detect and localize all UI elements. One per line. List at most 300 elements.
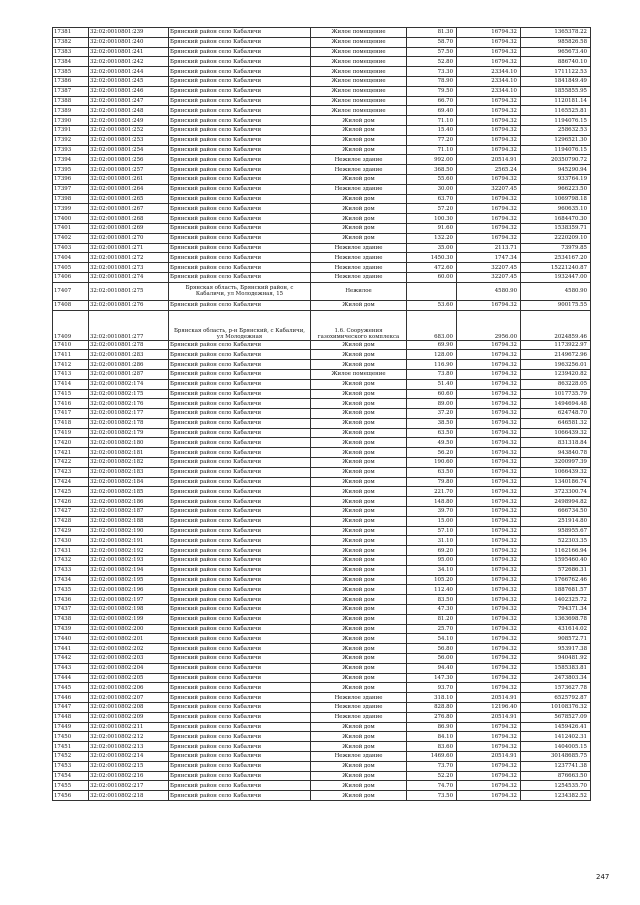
cadastral-number-cell: 32:02:0010801:257 [89, 165, 169, 175]
object-type-cell: Жилое помещение [311, 37, 407, 47]
cadastral-value-cell: 1494694.48 [521, 399, 591, 409]
cadastral-value-cell: 2149672.96 [521, 350, 591, 360]
table-row [53, 663, 591, 673]
object-type-cell: Жилой дом [311, 546, 407, 556]
address-cell: Брянский район село Кабаличи [169, 781, 311, 791]
address-cell: Брянский район село Кабаличи [169, 28, 311, 38]
cadastral-value-cell: 624748.70 [521, 409, 591, 419]
cadastral-number-cell: 32:02:0010801:277 [89, 310, 169, 340]
area-cell: 73.50 [407, 791, 457, 801]
cadastral-number-cell: 32:02:0010801:253 [89, 135, 169, 145]
address-cell: Брянский район село Кабаличи [169, 732, 311, 742]
object-type-cell: Жилое помещение [311, 57, 407, 67]
row-number-cell: 17453 [53, 761, 89, 771]
specific-value-cell: 16794.32 [457, 575, 521, 585]
address-cell: Брянский район село Кабаличи [169, 428, 311, 438]
cadastral-value-cell: 1932447.00 [521, 272, 591, 282]
cadastral-value-cell: 1459426.41 [521, 722, 591, 732]
row-number-cell: 17441 [53, 644, 89, 654]
area-cell: 1450.30 [407, 253, 457, 263]
cadastral-value-cell: 1402325.72 [521, 595, 591, 605]
cadastral-number-cell: 32:02:0010801:275 [89, 282, 169, 300]
table-row [53, 233, 591, 243]
address-cell: Брянский район село Кабаличи [169, 214, 311, 224]
cadastral-number-cell: 32:02:0010802:212 [89, 732, 169, 742]
row-number-cell: 17387 [53, 86, 89, 96]
cadastral-number-cell: 32:02:0010801:286 [89, 360, 169, 370]
cadastral-number-cell: 32:02:0010801:270 [89, 233, 169, 243]
specific-value-cell: 16794.32 [457, 663, 521, 673]
area-cell: 57.20 [407, 204, 457, 214]
specific-value-cell: 20514.91 [457, 693, 521, 703]
cadastral-number-cell: 32:02:0010802:208 [89, 703, 169, 713]
cadastral-value-cell: 1194076.15 [521, 145, 591, 155]
specific-value-cell: 16794.32 [457, 194, 521, 204]
cadastral-value-cell: 1296521.30 [521, 135, 591, 145]
address-cell: Брянский район село Кабаличи [169, 389, 311, 399]
table-row [53, 624, 591, 634]
specific-value-cell: 16794.32 [457, 536, 521, 546]
area-cell: 34.10 [407, 565, 457, 575]
table-row [53, 47, 591, 57]
row-number-cell: 17412 [53, 360, 89, 370]
area-cell [407, 282, 457, 300]
cadastral-value-cell: 6525792.87 [521, 693, 591, 703]
cadastral-value-table [52, 27, 591, 801]
object-type-cell: Жилой дом [311, 438, 407, 448]
cadastral-value-cell: 2534167.20 [521, 253, 591, 263]
cadastral-value-cell: 966223.50 [521, 184, 591, 194]
table-row [53, 536, 591, 546]
cadastral-value-cell: 3200997.39 [521, 458, 591, 468]
area-cell: 81.20 [407, 614, 457, 624]
area-cell: 221.70 [407, 487, 457, 497]
area-cell: 15.00 [407, 516, 457, 526]
address-cell: Брянский район село Кабаличи [169, 516, 311, 526]
object-type-cell: Жилой дом [311, 516, 407, 526]
object-type-cell: Жилой дом [311, 223, 407, 233]
address-cell: Брянский район село Кабаличи [169, 467, 311, 477]
area-cell: 128.00 [407, 350, 457, 360]
specific-value-cell: 16794.32 [457, 761, 521, 771]
address-cell: Брянский район село Кабаличи [169, 487, 311, 497]
cadastral-number-cell: 32:02:0010801:244 [89, 67, 169, 77]
table-row [53, 272, 591, 282]
cadastral-value-cell: 1194076.15 [521, 116, 591, 126]
specific-value-cell: 16794.32 [457, 526, 521, 536]
object-type-cell: Жилой дом [311, 565, 407, 575]
row-number-cell: 17427 [53, 507, 89, 517]
object-type-cell: Жилой дом [311, 214, 407, 224]
address-cell: Брянский район село Кабаличи [169, 654, 311, 664]
table-row [53, 448, 591, 458]
object-type-cell: Жилой дом [311, 340, 407, 350]
cadastral-number-cell: 32:02:0010802:185 [89, 487, 169, 497]
table-row [53, 634, 591, 644]
area-cell: 105.20 [407, 575, 457, 585]
address-cell: Брянский район село Кабаличи [169, 458, 311, 468]
cadastral-value-cell: 1538359.71 [521, 223, 591, 233]
cadastral-number-cell: 32:02:0010802:209 [89, 712, 169, 722]
cadastral-number-cell: 32:02:0010801:268 [89, 214, 169, 224]
table-row [53, 125, 591, 135]
cadastral-value-cell: 1855855.95 [521, 86, 591, 96]
cadastral-number-cell: 32:02:0010802:215 [89, 761, 169, 771]
cadastral-number-cell: 32:02:0010802:216 [89, 771, 169, 781]
specific-value-cell: 20514.91 [457, 155, 521, 165]
cadastral-value-cell: 1120181.14 [521, 96, 591, 106]
specific-value-cell: 16794.32 [457, 214, 521, 224]
object-type-cell: Жилой дом [311, 526, 407, 536]
area-cell: 79.80 [407, 477, 457, 487]
area-cell: 992.00 [407, 155, 457, 165]
area-cell: 69.40 [407, 106, 457, 116]
specific-value-cell: 2565.24 [457, 165, 521, 175]
cadastral-number-cell: 32:02:0010802:201 [89, 634, 169, 644]
object-type-cell: Жилой дом [311, 125, 407, 135]
table-row [53, 184, 591, 194]
address-cell: Брянский район село Кабаличи [169, 125, 311, 135]
address-cell: Брянский район село Кабаличи [169, 360, 311, 370]
area-cell: 116.90 [407, 360, 457, 370]
row-number-cell: 17388 [53, 96, 89, 106]
specific-value-cell: 16794.32 [457, 379, 521, 389]
cadastral-number-cell: 32:02:0010802:211 [89, 722, 169, 732]
table-row [53, 693, 591, 703]
table-row [53, 300, 591, 310]
row-number-cell: 17443 [53, 663, 89, 673]
row-number-cell: 17417 [53, 409, 89, 419]
object-type-cell: Жилой дом [311, 556, 407, 566]
row-number-cell: 17415 [53, 389, 89, 399]
address-cell: Брянский район село Кабаличи [169, 243, 311, 253]
specific-value-cell: 16794.32 [457, 438, 521, 448]
object-type-cell: Жилой дом [311, 595, 407, 605]
table-row [53, 516, 591, 526]
object-type-cell: Жилой дом [311, 145, 407, 155]
address-cell: Брянский район село Кабаличи [169, 761, 311, 771]
specific-value-cell: 16794.32 [457, 556, 521, 566]
address-cell: Брянский район село Кабаличи [169, 742, 311, 752]
cadastral-number-cell: 32:02:0010802:205 [89, 673, 169, 683]
object-type-cell: Нежилое здание [311, 165, 407, 175]
address-cell: Брянский район село Кабаличи [169, 106, 311, 116]
table-row [53, 96, 591, 106]
table-row [53, 477, 591, 487]
row-number-cell: 17420 [53, 438, 89, 448]
table-row [53, 418, 591, 428]
table-row [53, 263, 591, 273]
row-number-cell: 17418 [53, 418, 89, 428]
row-number-cell: 17414 [53, 379, 89, 389]
row-number-cell: 17393 [53, 145, 89, 155]
row-number-cell: 17421 [53, 448, 89, 458]
address-cell: Брянский район село Кабаличи [169, 605, 311, 615]
cadastral-value-cell: 863228.05 [521, 379, 591, 389]
area-cell: 30.00 [407, 184, 457, 194]
table-row [53, 223, 591, 233]
object-type-cell: Жилое помещение [311, 86, 407, 96]
table-row [53, 145, 591, 155]
area-cell: 69.20 [407, 546, 457, 556]
specific-value-cell: 16794.32 [457, 605, 521, 615]
specific-value-cell: 4580.90 [457, 282, 521, 300]
cadastral-number-cell: 32:02:0010802:184 [89, 477, 169, 487]
area-cell: 55.60 [407, 174, 457, 184]
row-number-cell: 17394 [53, 155, 89, 165]
cadastral-value-cell: 30148685.75 [521, 751, 591, 761]
address-cell: Брянский район село Кабаличи [169, 634, 311, 644]
specific-value-cell: 16794.32 [457, 624, 521, 634]
specific-value-cell: 16794.32 [457, 350, 521, 360]
cadastral-number-cell: 32:02:0010802:190 [89, 526, 169, 536]
address-cell: Брянский район село Кабаличи [169, 536, 311, 546]
specific-value-cell: 16794.32 [457, 683, 521, 693]
address-cell: Брянская область, Брянский район, с Кабаличи, ул Молодежная, 15 [169, 282, 311, 300]
specific-value-cell: 23344.10 [457, 76, 521, 86]
object-type-cell: 1.6. Сооружения газохимического комплекса [311, 310, 407, 340]
row-number-cell: 17425 [53, 487, 89, 497]
object-type-cell: Жилой дом [311, 605, 407, 615]
row-number-cell: 17392 [53, 135, 89, 145]
cadastral-number-cell: 32:02:0010802:182 [89, 458, 169, 468]
table-row [53, 791, 591, 801]
area-cell: 39.70 [407, 507, 457, 517]
object-type-cell: Жилой дом [311, 116, 407, 126]
row-number-cell: 17386 [53, 76, 89, 86]
specific-value-cell: 16794.32 [457, 614, 521, 624]
cadastral-number-cell: 32:02:0010802:178 [89, 418, 169, 428]
area-cell: 47.30 [407, 605, 457, 615]
object-type-cell: Жилой дом [311, 536, 407, 546]
cadastral-value-cell: 1165525.81 [521, 106, 591, 116]
area-cell: 93.70 [407, 683, 457, 693]
address-cell: Брянский район село Кабаличи [169, 438, 311, 448]
area-cell: 52.80 [407, 57, 457, 67]
specific-value-cell: 16794.32 [457, 389, 521, 399]
address-cell: Брянский район село Кабаличи [169, 624, 311, 634]
row-number-cell: 17397 [53, 184, 89, 194]
table-row [53, 399, 591, 409]
object-type-cell: Жилой дом [311, 389, 407, 399]
address-cell: Брянский район село Кабаличи [169, 546, 311, 556]
table-row [53, 28, 591, 38]
object-type-cell: Жилое помещение [311, 47, 407, 57]
cadastral-number-cell: 32:02:0010802:180 [89, 438, 169, 448]
table-row [53, 683, 591, 693]
cadastral-value-cell: 953917.38 [521, 644, 591, 654]
address-cell: Брянский район село Кабаличи [169, 418, 311, 428]
specific-value-cell: 16794.32 [457, 37, 521, 47]
cadastral-number-cell: 32:02:0010802:196 [89, 585, 169, 595]
object-type-cell: Жилой дом [311, 634, 407, 644]
address-cell: Брянский район село Кабаличи [169, 644, 311, 654]
specific-value-cell: 16794.32 [457, 409, 521, 419]
object-type-cell: Жилое помещение [311, 67, 407, 77]
table-row [53, 458, 591, 468]
cadastral-value-cell: 876663.50 [521, 771, 591, 781]
table-row [53, 76, 591, 86]
object-type-cell: Жилой дом [311, 174, 407, 184]
row-number-cell: 17402 [53, 233, 89, 243]
cadastral-number-cell: 32:02:0010801:264 [89, 184, 169, 194]
specific-value-cell: 16794.32 [457, 742, 521, 752]
specific-value-cell: 23344.10 [457, 86, 521, 96]
cadastral-value-cell: 1684470.30 [521, 214, 591, 224]
cadastral-value-cell: 1412402.31 [521, 732, 591, 742]
area-cell: 83.50 [407, 595, 457, 605]
area-cell: 73.30 [407, 67, 457, 77]
table-row [53, 467, 591, 477]
table-row [53, 253, 591, 263]
cadastral-number-cell: 32:02:0010802:193 [89, 556, 169, 566]
area-cell: 69.90 [407, 340, 457, 350]
cadastral-number-cell: 32:02:0010802:206 [89, 683, 169, 693]
area-cell: 472.60 [407, 263, 457, 273]
row-number-cell: 17454 [53, 771, 89, 781]
cadastral-value-cell: 572686.31 [521, 565, 591, 575]
specific-value-cell: 23344.10 [457, 67, 521, 77]
address-cell: Брянский район село Кабаличи [169, 47, 311, 57]
cadastral-number-cell: 32:02:0010801:287 [89, 369, 169, 379]
row-number-cell: 17451 [53, 742, 89, 752]
table-row [53, 575, 591, 585]
object-type-cell: Жилое помещение [311, 106, 407, 116]
specific-value-cell: 2113.71 [457, 243, 521, 253]
address-cell: Брянский район село Кабаличи [169, 57, 311, 67]
object-type-cell: Жилой дом [311, 477, 407, 487]
table-row [53, 722, 591, 732]
cadastral-number-cell: 32:02:0010802:188 [89, 516, 169, 526]
row-number-cell: 17381 [53, 28, 89, 38]
specific-value-cell: 16794.32 [457, 300, 521, 310]
area-cell: 683.00 [407, 310, 457, 340]
cadastral-number-cell: 32:02:0010801:252 [89, 125, 169, 135]
row-number-cell: 17447 [53, 703, 89, 713]
address-cell: Брянский район село Кабаличи [169, 556, 311, 566]
address-cell: Брянский район село Кабаличи [169, 194, 311, 204]
address-cell: Брянский район село Кабаличи [169, 595, 311, 605]
table-row [53, 771, 591, 781]
area-cell: 71.10 [407, 116, 457, 126]
address-cell: Брянский район село Кабаличи [169, 233, 311, 243]
object-type-cell: Жилой дом [311, 663, 407, 673]
cadastral-value-cell: 900175.55 [521, 300, 591, 310]
table-row [53, 389, 591, 399]
cadastral-value-cell: 1173922.97 [521, 340, 591, 350]
specific-value-cell: 16794.32 [457, 507, 521, 517]
specific-value-cell: 16794.32 [457, 595, 521, 605]
address-cell: Брянский район село Кабаличи [169, 174, 311, 184]
table-row [53, 585, 591, 595]
object-type-cell: Жилой дом [311, 399, 407, 409]
address-cell: Брянский район село Кабаличи [169, 409, 311, 419]
area-cell: 56.20 [407, 448, 457, 458]
address-cell: Брянский район село Кабаличи [169, 253, 311, 263]
specific-value-cell: 16794.32 [457, 174, 521, 184]
specific-value-cell: 1747.34 [457, 253, 521, 263]
table-row [53, 614, 591, 624]
cadastral-value-cell: 1595460.40 [521, 556, 591, 566]
specific-value-cell: 16794.32 [457, 722, 521, 732]
table-row [53, 310, 591, 340]
table-row [53, 340, 591, 350]
specific-value-cell: 16794.32 [457, 106, 521, 116]
row-number-cell: 17413 [53, 369, 89, 379]
specific-value-cell: 16794.32 [457, 399, 521, 409]
cadastral-number-cell: 32:02:0010801:240 [89, 37, 169, 47]
row-number-cell: 17429 [53, 526, 89, 536]
address-cell: Брянский район село Кабаличи [169, 263, 311, 273]
address-cell: Брянский район село Кабаличи [169, 223, 311, 233]
table-row [53, 86, 591, 96]
cadastral-number-cell: 32:02:0010802:186 [89, 497, 169, 507]
cadastral-value-cell: 945290.94 [521, 165, 591, 175]
table-row [53, 135, 591, 145]
cadastral-value-cell: 1363698.78 [521, 614, 591, 624]
specific-value-cell: 16794.32 [457, 585, 521, 595]
row-number-cell: 17422 [53, 458, 89, 468]
address-cell: Брянский район село Кабаличи [169, 37, 311, 47]
object-type-cell: Жилой дом [311, 614, 407, 624]
specific-value-cell: 16794.32 [457, 47, 521, 57]
cadastral-value-cell: 10108376.32 [521, 703, 591, 713]
cadastral-number-cell: 32:02:0010802:199 [89, 614, 169, 624]
area-cell: 31.10 [407, 536, 457, 546]
address-cell: Брянская область, р-н Брянский, с Кабаличи, ул Молодежная [169, 310, 311, 340]
cadastral-value-cell: 1162166.94 [521, 546, 591, 556]
row-number-cell: 17384 [53, 57, 89, 67]
cadastral-number-cell: 32:02:0010801:248 [89, 106, 169, 116]
object-type-cell: Нежилое здание [311, 184, 407, 194]
row-number-cell: 17426 [53, 497, 89, 507]
area-cell: 52.20 [407, 771, 457, 781]
table-row [53, 194, 591, 204]
cadastral-number-cell: 32:02:0010802:217 [89, 781, 169, 791]
cadastral-value-cell: 1365378.22 [521, 28, 591, 38]
row-number-cell: 17440 [53, 634, 89, 644]
cadastral-number-cell: 32:02:0010801:242 [89, 57, 169, 67]
area-cell: 35.00 [407, 243, 457, 253]
address-cell: Брянский район село Кабаличи [169, 184, 311, 194]
area-cell: 63.50 [407, 467, 457, 477]
row-number-cell: 17437 [53, 605, 89, 615]
specific-value-cell: 16794.32 [457, 145, 521, 155]
cadastral-number-cell: 32:02:0010801:273 [89, 263, 169, 273]
row-number-cell: 17382 [53, 37, 89, 47]
area-cell: 71.10 [407, 145, 457, 155]
specific-value-cell: 32207.45 [457, 263, 521, 273]
area-cell: 57.10 [407, 526, 457, 536]
address-cell: Брянский район село Кабаличи [169, 300, 311, 310]
area-cell: 73.80 [407, 369, 457, 379]
area-cell: 74.70 [407, 781, 457, 791]
table-row [53, 67, 591, 77]
address-cell: Брянский район село Кабаличи [169, 673, 311, 683]
cadastral-value-cell: 940481.92 [521, 654, 591, 664]
row-number-cell: 17435 [53, 585, 89, 595]
area-cell: 53.60 [407, 300, 457, 310]
table-row [53, 507, 591, 517]
cadastral-number-cell: 32:02:0010802:175 [89, 389, 169, 399]
area-cell: 318.10 [407, 693, 457, 703]
specific-value-cell: 16794.32 [457, 673, 521, 683]
cadastral-number-cell: 32:02:0010801:246 [89, 86, 169, 96]
row-number-cell: 17405 [53, 263, 89, 273]
row-number-cell: 17395 [53, 165, 89, 175]
row-number-cell: 17419 [53, 428, 89, 438]
address-cell: Брянский район село Кабаличи [169, 448, 311, 458]
